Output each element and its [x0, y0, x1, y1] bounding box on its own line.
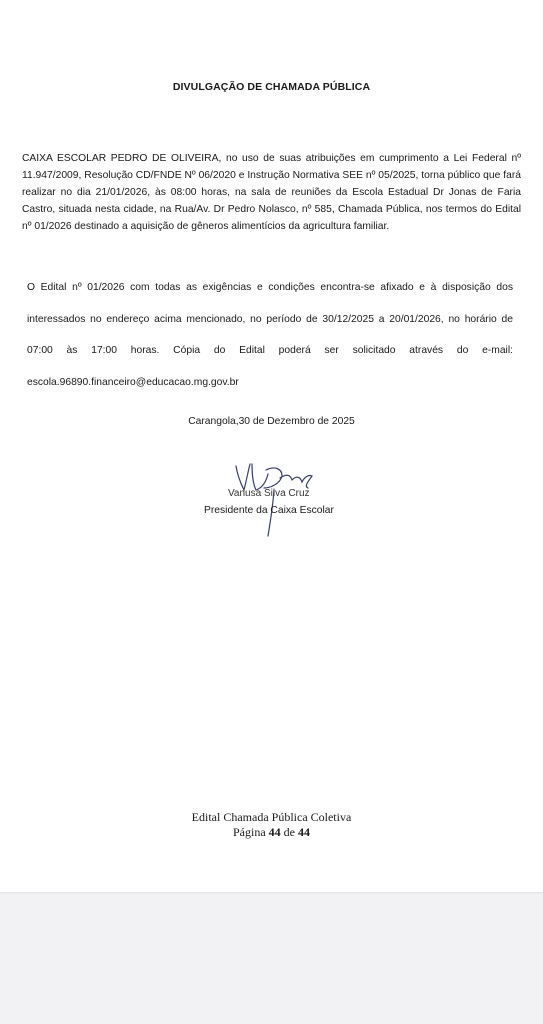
page-number: Página 44 de 44 [233, 825, 310, 839]
footer-title: Edital Chamada Pública Coletiva [191, 810, 352, 824]
signer-name: Vanusa Silva Cruz [228, 488, 310, 499]
current-page: 44 [268, 825, 281, 839]
document-title: DIVULGAÇÃO DE CHAMADA PÚBLICA [172, 81, 371, 93]
announcement-paragraph: CAIXA ESCOLAR PEDRO DE OLIVEIRA, no uso de suas atribuições em cumprimento a Lei Federal nº 11.947/2009, Resolução CD/FNDE Nº 06/2020 e Instrução Normativa SEE nº 05/2025, torna público que fará realizar no dia 21/01/2026, às 08:00 horas, na sala de reuniões da Escola Estadual Dr Jonas de Faria Castro, situada nesta cidade, na Rua/Av. Dr Pedro Nolasco, nº 585, Chamada Pública, nos termos do Edital nº 01/2026 destinado a aquisição de gêneros alimentícios da agricultura familiar. [22, 153, 521, 232]
availability-paragraph: O Edital nº 01/2026 com todas as exigências e condições encontra-se afixado e à disposição dos interessados no endereço acima mencionado, no período de 30/12/2025 a 20/01/2026, no horário de 07:00 às 17:00 horas. Cópia do Edital poderá ser solicitado através do e-mail: escola.96890.financeiro@educacao.mg.gov.br [27, 282, 513, 388]
total-pages: 44 [298, 825, 310, 839]
page-footer [0, 810, 543, 840]
place-date: Carangola,30 de Dezembro de 2025 [188, 416, 355, 427]
signer-role: Presidente da Caixa Escolar [204, 505, 334, 516]
